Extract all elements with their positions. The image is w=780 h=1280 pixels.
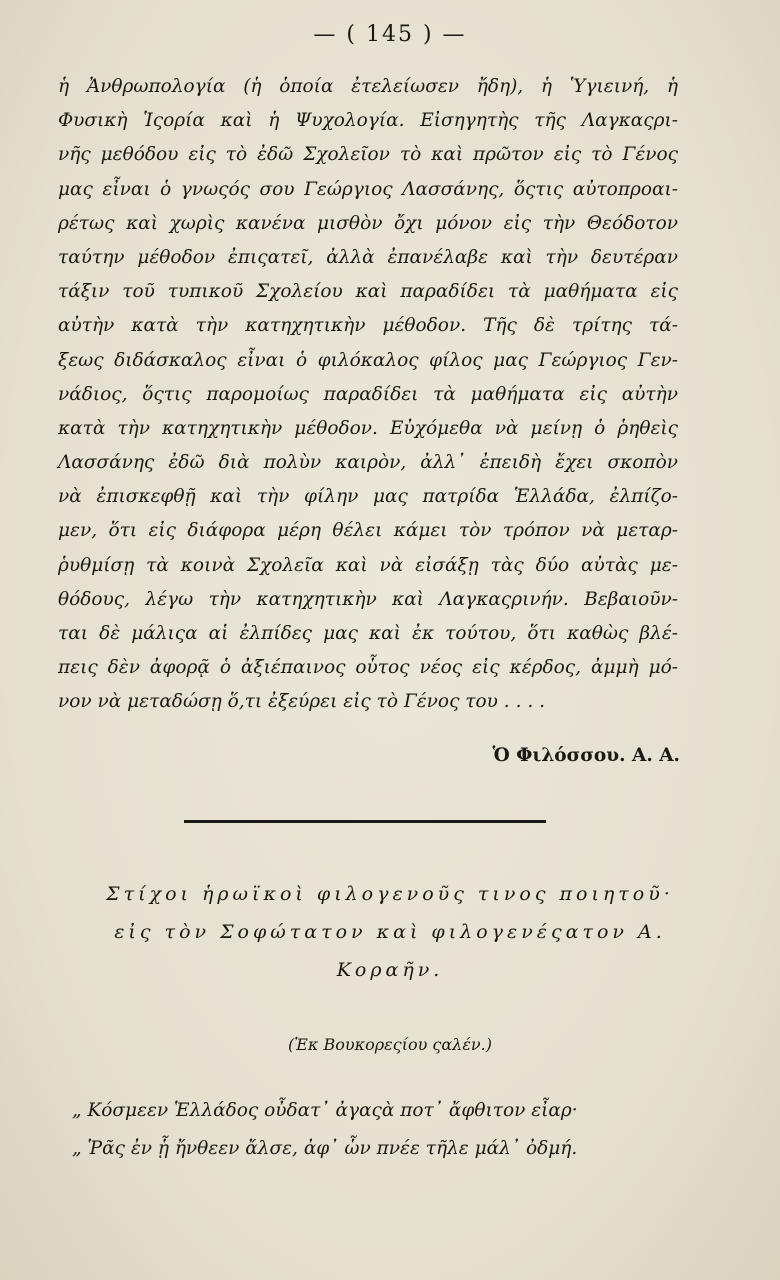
poem-title-line: Στίχοι ἡρωϊκοὶ φιλογενοῦς τινος ποιητοῦ· (106, 883, 674, 905)
poem-source: (Ἐκ Βουκορεςίου ςαλέν.) (288, 1035, 492, 1054)
poem-title-line: εἰς τὸν Σοφώτατον καὶ φιλογενέςατον Α. (114, 921, 666, 943)
text-line: νῆς μεθόδου εἰς τὸ ἐδῶ Σχολεῖον τὸ καὶ πρῶτον εἰς τὸ Γένος (58, 144, 678, 166)
text-line: μεν, ὅτι εἰς διάφορα μέρη θέλει κάμει τὸν τρόπον νὰ μεταρ- (58, 520, 678, 542)
text-line: νον νὰ μεταδώσῃ ὅ,τι ἐξεύρει εἰς τὸ Γένος του . . . . (58, 691, 545, 713)
verse-line: „ Ῥᾶς ἐν ᾗ ἤνθεεν ἄλσε, ἀφ᾽ ὧν πνέε τῆλε μάλ᾽ ὀδμή. (72, 1138, 578, 1159)
text-line: μας εἶναι ὁ γνωςός σου Γεώργιος Λασσάνης, ὅςτις αὐτοπροαι- (58, 178, 678, 200)
text-line: νὰ ἐπισκεφθῇ καὶ τὴν φίλην μας πατρίδα Ἑλλάδα, ἐλπίζο- (58, 486, 678, 508)
text-line: πεις δὲν ἀφορᾷ ὁ ἀξιέπαινος οὗτος νέος εἰς κέρδος, ἀμμὴ μό- (58, 657, 678, 679)
verse-line: „ Κόσμεεν Ἑλλάδος οὖδατ᾽ ἀγαςὰ ποτ᾽ ἄφθιτον εἶαρ· (72, 1100, 578, 1121)
body-paragraph (58, 70, 678, 720)
poem-title (40, 875, 740, 989)
text-line: νάδιος, ὅςτις παρομοίως παραδίδει τὰ μαθήματα εἰς αὐτὴν (58, 383, 678, 405)
text-line: ρέτως καὶ χωρὶς κανένα μισθὸν ὄχι μόνον εἰς τὴν Θεόδοτον (58, 212, 678, 234)
text-line: Λασσάνης ἐδῶ διὰ πολὺν καιρὸν, ἀλλ᾽ ἐπειδὴ ἔχει σκοπὸν (58, 452, 678, 474)
text-line: ται δὲ μάλιςα αἱ ἐλπίδες μας καὶ ἐκ τούτου, ὅτι καθὼς βλέ- (58, 623, 678, 644)
poem-verses (72, 1092, 672, 1168)
page-number: — ( 145 ) — (313, 22, 467, 47)
poem-title-line: Κοραῆν. (336, 959, 444, 981)
text-line: ξεως διδάσκαλος εἶναι ὁ φιλόκαλος φίλος μας Γεώργιος Γεν- (58, 349, 678, 371)
text-line: ῥυθμίσῃ τὰ κοινὰ Σχολεῖα καὶ νὰ εἰσάξῃ τὰς δύο αὐτὰς με- (58, 554, 678, 576)
text-line: τάξιν τοῦ τυπικοῦ Σχολείου καὶ παραδίδει τὰ μαθήματα εἰς (58, 281, 678, 303)
text-line: αὐτὴν κατὰ τὴν κατηχητικὴν μέθοδον. Τῆς δὲ τρίτης τά- (58, 315, 678, 337)
text-line: θόδους, λέγω τὴν κατηχητικὴν καὶ Λαγκαςρινήν. Βεβαιοῦν- (58, 588, 678, 610)
text-line: Φυσικὴ Ἱςορία καὶ ἡ Ψυχολογία. Εἰσηγητὴς τῆς Λαγκαςρι- (58, 110, 678, 132)
section-divider (184, 820, 546, 823)
text-line: κατὰ τὴν κατηχητικὴν μέθοδον. Εὐχόμεθα νὰ μείνῃ ὁ ῥηθεὶς (58, 417, 678, 439)
signature: Ὁ Φιλόσσου. Α. Α. (492, 745, 680, 766)
text-line: ταύτην μέθοδον ἐπιςατεῖ, ἀλλὰ ἐπανέλαβε καὶ τὴν δευτέραν (58, 246, 678, 268)
text-line: ἡ Ἀνθρωπολογία (ἡ ὁποία ἐτελείωσεν ἤδη), ἡ Ὑγιεινή, ἡ (58, 76, 678, 97)
